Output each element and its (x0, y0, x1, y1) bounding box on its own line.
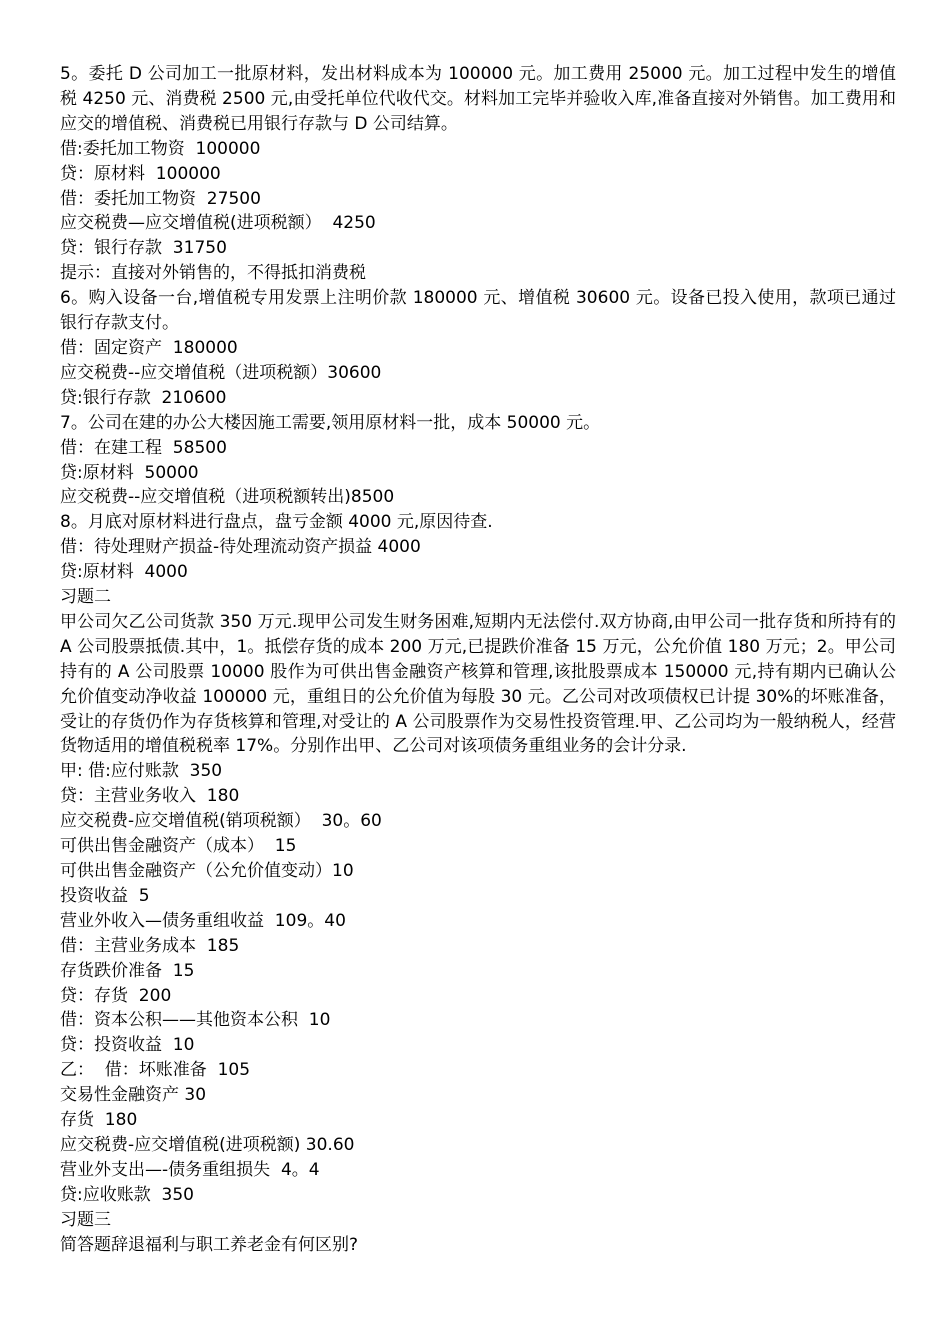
section-heading-exercise-3: 习题三 (60, 1209, 111, 1230)
paragraph-q8: 8。月底对原材料进行盘点，盘亏金额 4000 元,原因待查. (60, 512, 493, 533)
journal-line: 营业外收入—债务重组收益 109。40 (60, 910, 346, 931)
journal-line: 投资收益 5 (60, 885, 150, 906)
journal-line: 借：委托加工物资 27500 (60, 188, 261, 209)
journal-line: 贷：银行存款 31750 (60, 238, 227, 259)
journal-line: 贷:应收账款 350 (60, 1184, 194, 1205)
journal-line: 营业外支出—-债务重组损失 4。4 (60, 1159, 320, 1180)
journal-line: 乙： 借：坏账准备 105 (60, 1060, 251, 1081)
journal-line: 应交税费--应交增值税（进项税额转出)8500 (60, 487, 395, 508)
document-page (60, 62, 902, 1258)
journal-line: 贷:原材料 4000 (60, 562, 188, 583)
journal-line: 贷：原材料 100000 (60, 163, 221, 184)
journal-line: 可供出售金融资产（公允价值变动）10 (60, 861, 354, 881)
journal-line: 借：固定资产 180000 (60, 337, 238, 358)
paragraph-exercise-2: 甲公司欠乙公司货款 350 万元.现甲公司发生财务困难,短期内无法偿付.双方协商,由甲公司一批存货和所持有的 A 公司股票抵债.其中，1。抵偿存货的成本 200 万元,已提跌价准备 15 万元，公允价值 180 万元；2。甲公司持有的 A 公司股票 10000 股作为可供出售金融资产核算和管理,该批股票成本 150000 元,持有期内已确认公允价值变动净收益 100000 元，重组日的公允价值为每股 30 元。乙公司对改项债权已计提 30%的坏账准备，受让的存货仍作为存货核算和管理,对受让的 A 公司股票作为交易性投资管理.甲、乙公司均为一般纳税人，经营货物适用的增值税税率 17%。分别作出甲、乙公司对该项债务重组业务的会计分录. (60, 611, 902, 757)
journal-line: 借:委托加工物资 100000 (60, 138, 261, 159)
journal-line: 贷:原材料 50000 (60, 462, 199, 483)
journal-line: 甲: 借:应付账款 350 (60, 761, 223, 782)
hint-line: 提示：直接对外销售的，不得抵扣消费税 (60, 263, 366, 284)
question-line: 简答题辞退福利与职工养老金有何区别? (60, 1234, 359, 1255)
journal-line: 借：在建工程 58500 (60, 437, 227, 458)
paragraph-q5: 5。委托 D 公司加工一批原材料，发出材料成本为 100000 元。加工费用 25000 元。加工过程中发生的增值税 4250 元、消费税 2500 元,由受托单位代收代交。材料加工完毕并验收入库,准备直接对外销售。加工费用和应交的增值税、消费税已用银行存款与 D 公司结算。 (60, 64, 896, 134)
journal-line: 存货跌价准备 15 (60, 960, 195, 981)
journal-line: 应交税费-应交增值税(进项税额) 30.60 (60, 1134, 355, 1155)
journal-line: 可供出售金融资产（成本） 15 (60, 836, 297, 857)
journal-line: 交易性金融资产 30 (60, 1085, 207, 1106)
journal-line: 贷：主营业务收入 180 (60, 786, 240, 807)
journal-line: 贷：投资收益 10 (60, 1035, 195, 1056)
journal-line: 应交税费—应交增值税(进项税额） 4250 (60, 213, 376, 234)
paragraph-q7: 7。公司在建的办公大楼因施工需要,领用原材料一批，成本 50000 元。 (60, 412, 601, 433)
journal-line: 借：资本公积——其他资本公积 10 (60, 1010, 331, 1031)
journal-line: 存货 180 (60, 1110, 138, 1131)
journal-line: 贷：存货 200 (60, 985, 172, 1006)
journal-line: 应交税费--应交增值税（进项税额）30600 (60, 362, 382, 383)
journal-line: 借：主营业务成本 185 (60, 935, 240, 956)
journal-line: 借：待处理财产损益-待处理流动资产损益 4000 (60, 537, 421, 558)
section-heading-exercise-2: 习题二 (60, 587, 111, 608)
paragraph-q6: 6。购入设备一台,增值税专用发票上注明价款 180000 元、增值税 30600 元。设备已投入使用，款项已通过银行存款支付。 (60, 288, 896, 334)
journal-line: 应交税费-应交增值税(销项税额） 30。60 (60, 811, 382, 832)
journal-line: 贷:银行存款 210600 (60, 387, 227, 408)
